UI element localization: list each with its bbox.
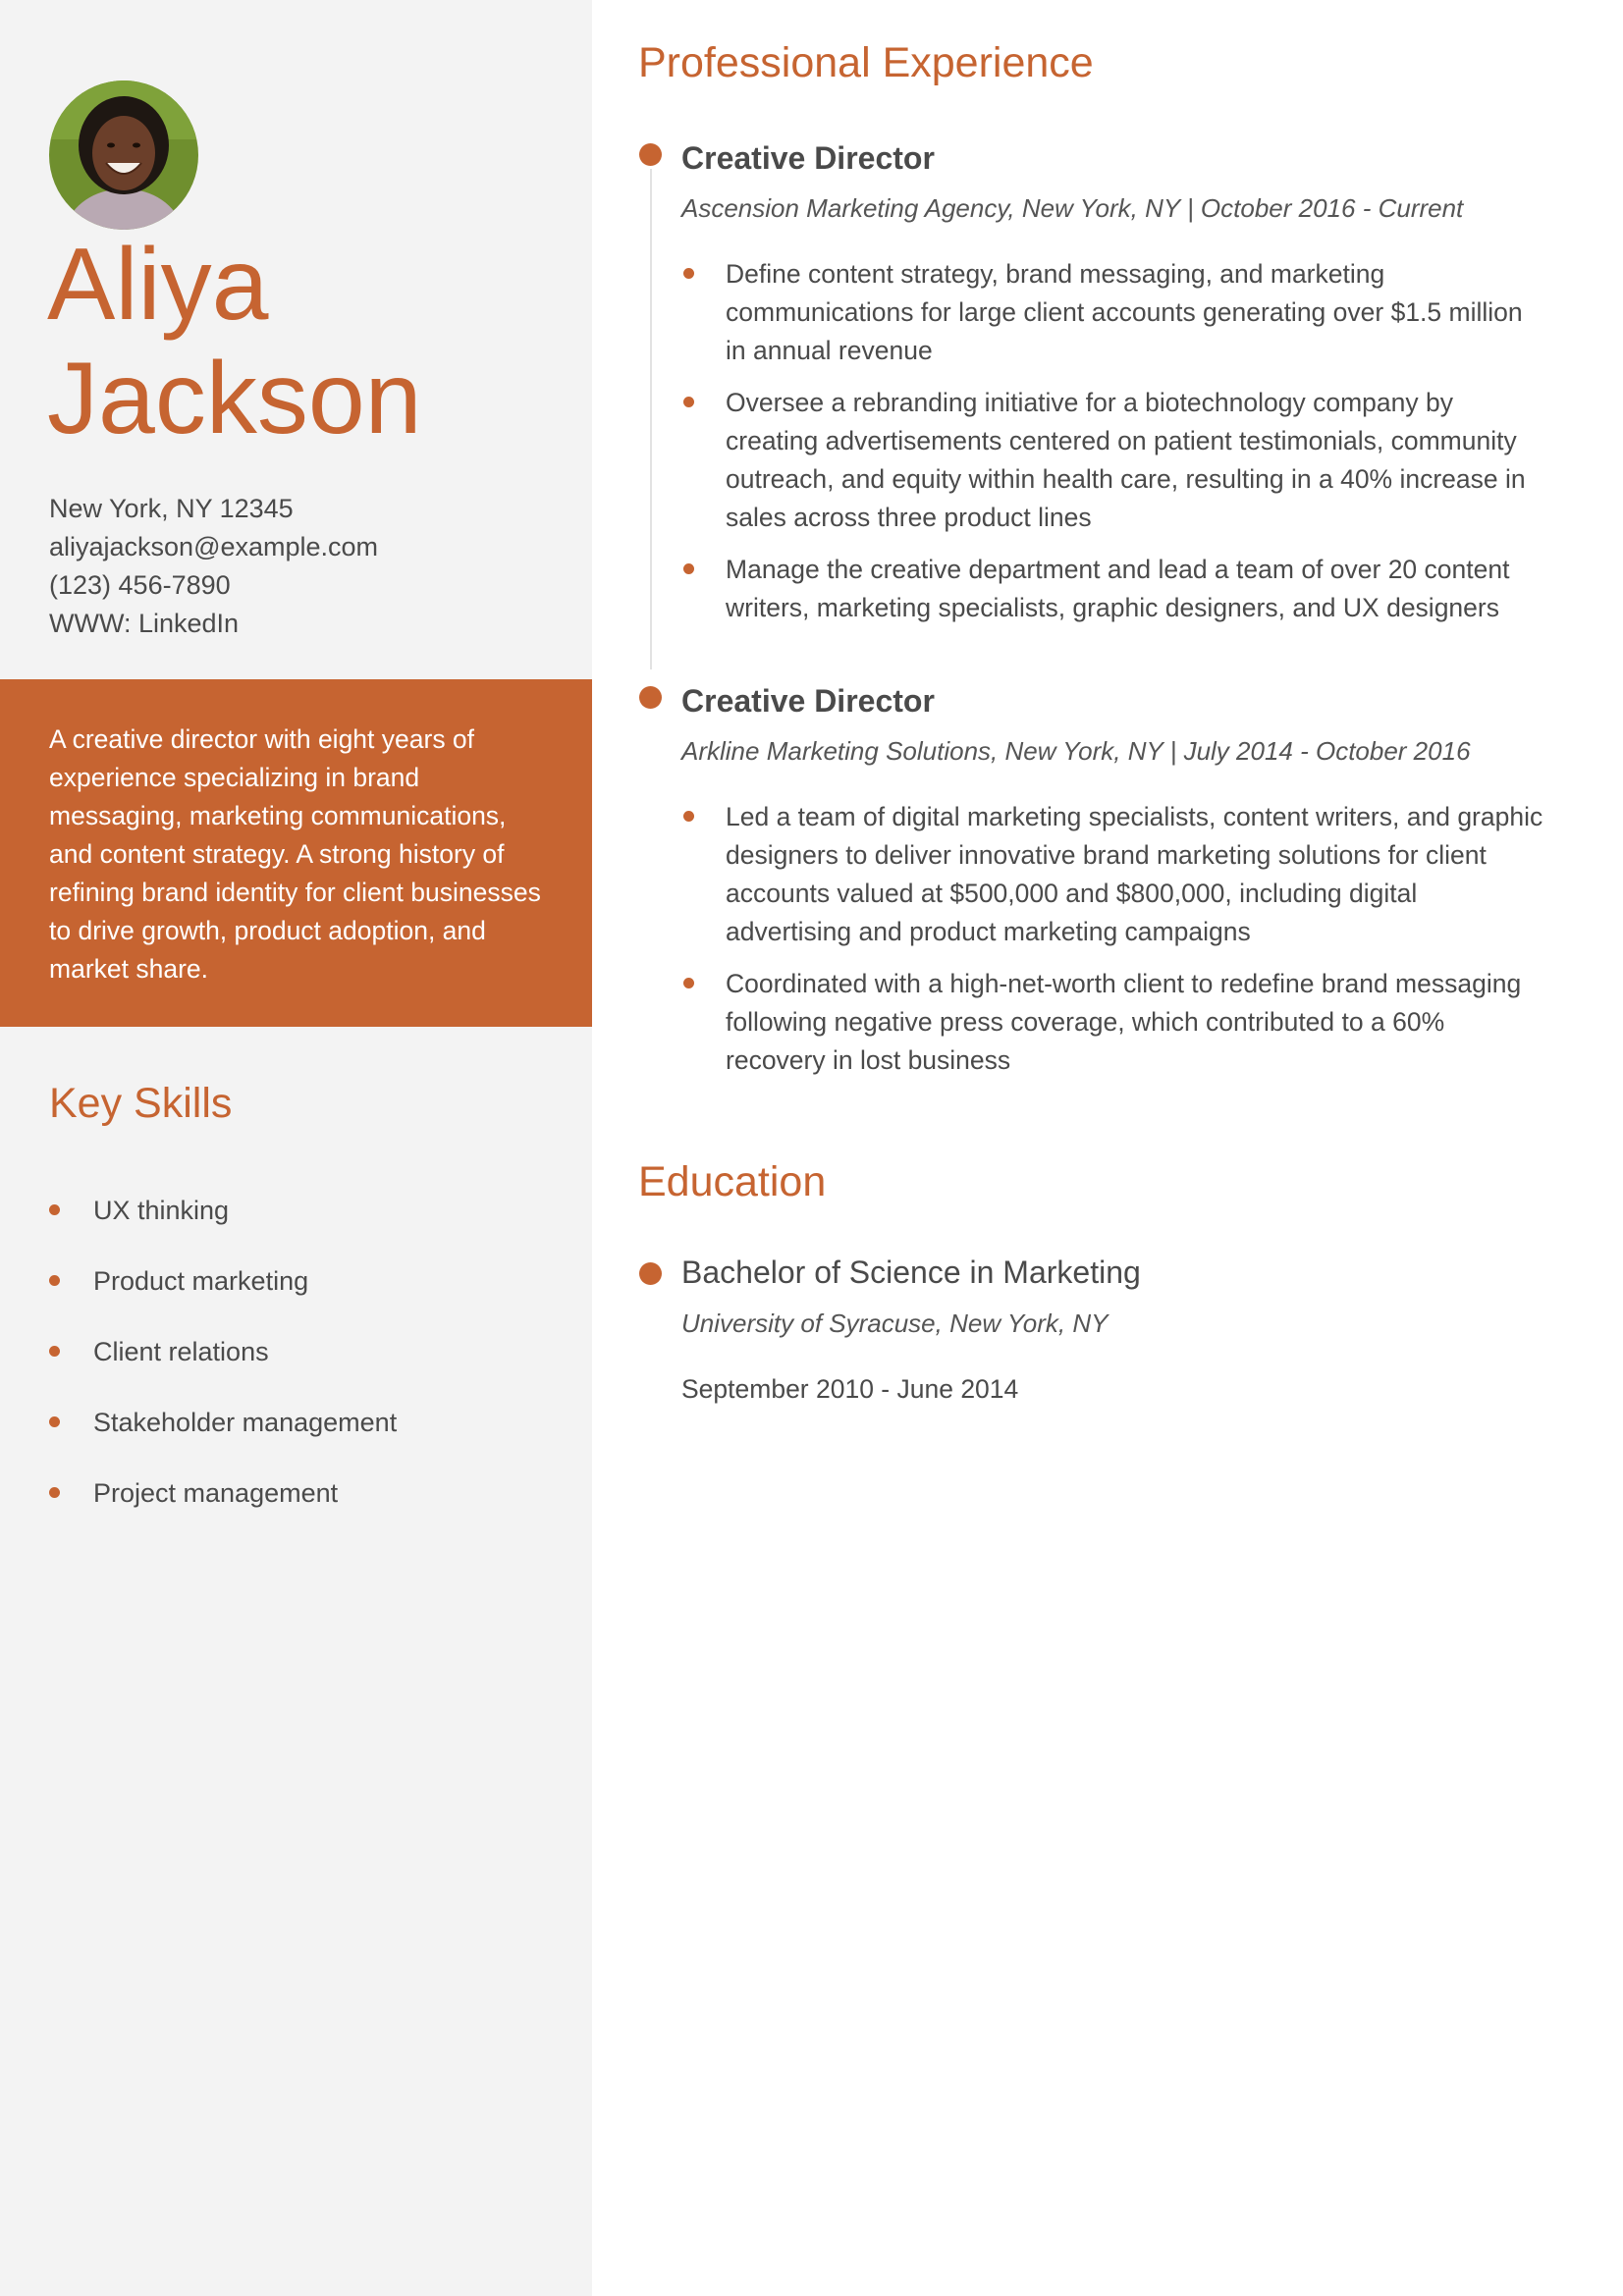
education-heading: Education [638,1158,827,1205]
job-bullet [681,384,1545,537]
first-name: Aliya [47,228,269,342]
job-bullets [681,255,1545,641]
bullet-icon [49,1204,60,1215]
bullet-icon [683,397,694,407]
last-name: Jackson [47,342,422,455]
job-bullet-text: Coordinated with a high-net-worth client to redefine brand messaging following negative press coverage, which contributed to a 60% recovery in lost business [726,969,1522,1075]
school: University of Syracuse, New York, NY [681,1308,1109,1338]
skill-label: Project management [93,1478,339,1508]
contact-info [49,490,560,643]
skill-item [49,1332,397,1403]
job-meta: Arkline Marketing Solutions, New York, NY | July 2014 - October 2016 [681,736,1471,766]
skill-item [49,1191,397,1261]
timeline-dot-icon [639,1262,662,1285]
job-title: Creative Director [681,140,935,176]
timeline-dot-icon [639,143,662,166]
job-bullet [681,965,1545,1080]
timeline-line [650,169,652,669]
skill-label: Stakeholder management [93,1408,398,1437]
job-bullet-text: Define content strategy, brand messaging, and marketing communications for large client accounts generating over $1.5 million in annual revenue [726,259,1523,365]
candidate-name [47,228,558,455]
education-dates: September 2010 - June 2014 [681,1374,1019,1404]
job-bullet-text: Led a team of digital marketing specialists, content writers, and graphic designers to deliver innovative brand marketing solutions for client accounts valued at $500,000 and $800,000, including digital advertising and product marketing campaigns [726,802,1543,946]
bullet-icon [49,1416,60,1427]
bullet-icon [683,978,694,988]
sidebar [0,0,592,2296]
degree: Bachelor of Science in Marketing [681,1255,1141,1290]
job-title: Creative Director [681,683,935,719]
experience-heading: Professional Experience [638,39,1094,86]
bullet-icon [683,268,694,279]
job-bullet-text: Oversee a rebranding initiative for a biotechnology company by creating advertisements centered on patient testimonials, community outreach, and equity within health care, resulting in a 40% increase in sales across three product lines [726,388,1526,532]
skills-list [49,1191,397,1544]
job-meta: Ascension Marketing Agency, New York, NY | October 2016 - Current [681,193,1464,223]
skill-item [49,1403,397,1473]
skill-label: Product marketing [93,1266,309,1296]
bullet-icon [49,1487,60,1498]
job-bullet [681,551,1545,627]
bullet-icon [49,1275,60,1286]
contact-email: aliyajackson@example.com [49,532,379,561]
avatar [49,80,198,230]
job-bullets [681,798,1545,1094]
timeline-dot-icon [639,686,662,709]
contact-website: WWW: LinkedIn [49,609,240,638]
skills-heading: Key Skills [49,1080,233,1127]
profile-summary: A creative director with eight years of experience specializing in brand messaging, marketing communications, and content strategy. A strong history of refining brand identity for client businesses to drive growth, product adoption, and market share. [0,679,592,1027]
job-bullet-text: Manage the creative department and lead a team of over 20 content writers, marketing specialists, graphic designers, and UX designers [726,555,1510,622]
job-bullet [681,798,1545,951]
bullet-icon [683,811,694,822]
contact-phone: (123) 456-7890 [49,570,231,600]
job-bullet [681,255,1545,370]
skill-item [49,1261,397,1332]
skill-item [49,1473,397,1544]
bullet-icon [683,563,694,574]
bullet-icon [49,1346,60,1357]
contact-location: New York, NY 12345 [49,494,294,523]
skill-label: UX thinking [93,1196,230,1225]
skill-label: Client relations [93,1337,269,1366]
